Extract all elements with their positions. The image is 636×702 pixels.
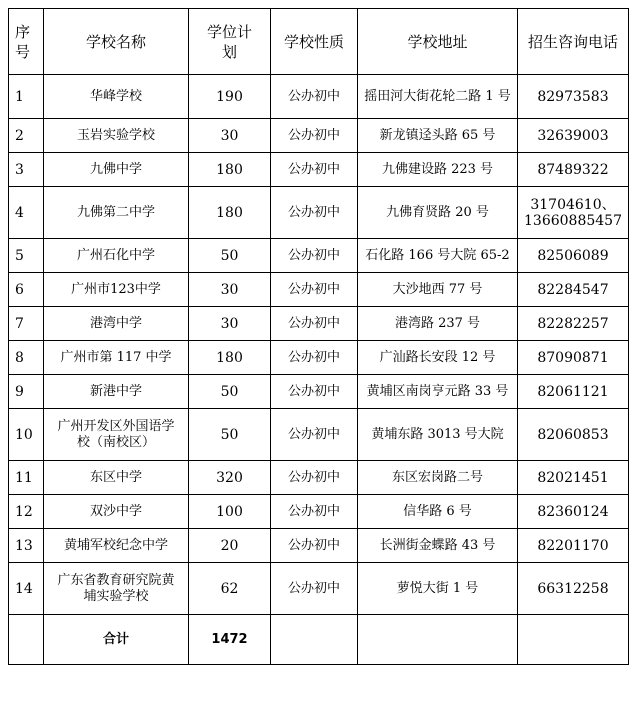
row-index: 12 xyxy=(9,495,44,529)
total-label: 合计 xyxy=(44,615,189,665)
header-phone: 招生咨询电话 xyxy=(518,9,629,75)
table-row xyxy=(9,307,629,341)
enrollment-phone: 82060853 xyxy=(518,409,629,461)
total-type-cell xyxy=(271,615,358,665)
table-row xyxy=(9,563,629,615)
school-address: 石化路 166 号大院 65-2 xyxy=(358,239,518,273)
enrollment-phone: 82061121 xyxy=(518,375,629,409)
school-name: 广州石化中学 xyxy=(44,239,189,273)
table-row xyxy=(9,75,629,119)
quota-value: 30 xyxy=(189,273,271,307)
quota-value: 180 xyxy=(189,187,271,239)
row-index: 6 xyxy=(9,273,44,307)
school-type: 公办初中 xyxy=(271,119,358,153)
enrollment-phone: 87090871 xyxy=(518,341,629,375)
school-address: 长洲街金蝶路 43 号 xyxy=(358,529,518,563)
school-name: 广东省教育研究院黄埔实验学校 xyxy=(44,563,189,615)
table-row xyxy=(9,495,629,529)
school-address: 黄埔区南岗亨元路 33 号 xyxy=(358,375,518,409)
row-index: 11 xyxy=(9,461,44,495)
enrollment-phone: 82506089 xyxy=(518,239,629,273)
school-address: 萝悦大街 1 号 xyxy=(358,563,518,615)
school-type: 公办初中 xyxy=(271,273,358,307)
school-type: 公办初中 xyxy=(271,187,358,239)
enrollment-phone: 82973583 xyxy=(518,75,629,119)
row-index: 14 xyxy=(9,563,44,615)
table-row xyxy=(9,273,629,307)
school-enrollment-table xyxy=(8,8,629,665)
school-name: 华峰学校 xyxy=(44,75,189,119)
header-address: 学校地址 xyxy=(358,9,518,75)
quota-value: 190 xyxy=(189,75,271,119)
school-name: 广州市123中学 xyxy=(44,273,189,307)
enrollment-phone: 82282257 xyxy=(518,307,629,341)
school-name: 黄埔军校纪念中学 xyxy=(44,529,189,563)
row-index: 3 xyxy=(9,153,44,187)
header-index: 序号 xyxy=(9,9,44,75)
row-index: 9 xyxy=(9,375,44,409)
header-type: 学校性质 xyxy=(271,9,358,75)
school-name: 广州开发区外国语学校（南校区） xyxy=(44,409,189,461)
table-row xyxy=(9,153,629,187)
school-type: 公办初中 xyxy=(271,153,358,187)
school-type: 公办初中 xyxy=(271,239,358,273)
total-index-cell xyxy=(9,615,44,665)
enrollment-phone: 82284547 xyxy=(518,273,629,307)
total-address-cell xyxy=(358,615,518,665)
school-type: 公办初中 xyxy=(271,307,358,341)
school-address: 广汕路长安段 12 号 xyxy=(358,341,518,375)
school-address: 摇田河大街花轮二路 1 号 xyxy=(358,75,518,119)
quota-value: 30 xyxy=(189,307,271,341)
header-quota: 学位计划 xyxy=(189,9,271,75)
table-row xyxy=(9,375,629,409)
total-quota: 1472 xyxy=(189,615,271,665)
row-index: 1 xyxy=(9,75,44,119)
school-name: 九佛第二中学 xyxy=(44,187,189,239)
school-address: 大沙地西 77 号 xyxy=(358,273,518,307)
school-type: 公办初中 xyxy=(271,375,358,409)
row-index: 10 xyxy=(9,409,44,461)
school-address: 港湾路 237 号 xyxy=(358,307,518,341)
school-address: 黄埔东路 3013 号大院 xyxy=(358,409,518,461)
row-index: 2 xyxy=(9,119,44,153)
enrollment-phone: 32639003 xyxy=(518,119,629,153)
row-index: 7 xyxy=(9,307,44,341)
quota-value: 30 xyxy=(189,119,271,153)
row-index: 5 xyxy=(9,239,44,273)
row-index: 13 xyxy=(9,529,44,563)
table-row xyxy=(9,187,629,239)
school-type: 公办初中 xyxy=(271,461,358,495)
header-name: 学校名称 xyxy=(44,9,189,75)
enrollment-phone: 82201170 xyxy=(518,529,629,563)
school-name: 九佛中学 xyxy=(44,153,189,187)
school-address: 九佛建设路 223 号 xyxy=(358,153,518,187)
school-type: 公办初中 xyxy=(271,75,358,119)
enrollment-phone: 66312258 xyxy=(518,563,629,615)
row-index: 8 xyxy=(9,341,44,375)
school-address: 九佛育贤路 20 号 xyxy=(358,187,518,239)
quota-value: 100 xyxy=(189,495,271,529)
school-address: 东区宏岗路二号 xyxy=(358,461,518,495)
quota-value: 50 xyxy=(189,239,271,273)
quota-value: 320 xyxy=(189,461,271,495)
school-name: 玉岩实验学校 xyxy=(44,119,189,153)
quota-value: 50 xyxy=(189,409,271,461)
row-index: 4 xyxy=(9,187,44,239)
quota-value: 180 xyxy=(189,153,271,187)
school-type: 公办初中 xyxy=(271,341,358,375)
table-row xyxy=(9,341,629,375)
header-row xyxy=(9,9,629,75)
enrollment-phone: 82360124 xyxy=(518,495,629,529)
table-row xyxy=(9,119,629,153)
quota-value: 20 xyxy=(189,529,271,563)
table-row xyxy=(9,239,629,273)
table-row xyxy=(9,461,629,495)
quota-value: 180 xyxy=(189,341,271,375)
enrollment-phone: 31704610、13660885457 xyxy=(518,187,629,239)
school-name: 新港中学 xyxy=(44,375,189,409)
school-name: 广州市第 117 中学 xyxy=(44,341,189,375)
enrollment-phone: 87489322 xyxy=(518,153,629,187)
table-row xyxy=(9,409,629,461)
table-row xyxy=(9,529,629,563)
school-name: 双沙中学 xyxy=(44,495,189,529)
school-name: 东区中学 xyxy=(44,461,189,495)
total-phone-cell xyxy=(518,615,629,665)
quota-value: 62 xyxy=(189,563,271,615)
school-type: 公办初中 xyxy=(271,563,358,615)
school-type: 公办初中 xyxy=(271,409,358,461)
school-type: 公办初中 xyxy=(271,495,358,529)
school-name: 港湾中学 xyxy=(44,307,189,341)
school-type: 公办初中 xyxy=(271,529,358,563)
school-address: 新龙镇迳头路 65 号 xyxy=(358,119,518,153)
school-address: 信华路 6 号 xyxy=(358,495,518,529)
total-row xyxy=(9,615,629,665)
quota-value: 50 xyxy=(189,375,271,409)
enrollment-phone: 82021451 xyxy=(518,461,629,495)
